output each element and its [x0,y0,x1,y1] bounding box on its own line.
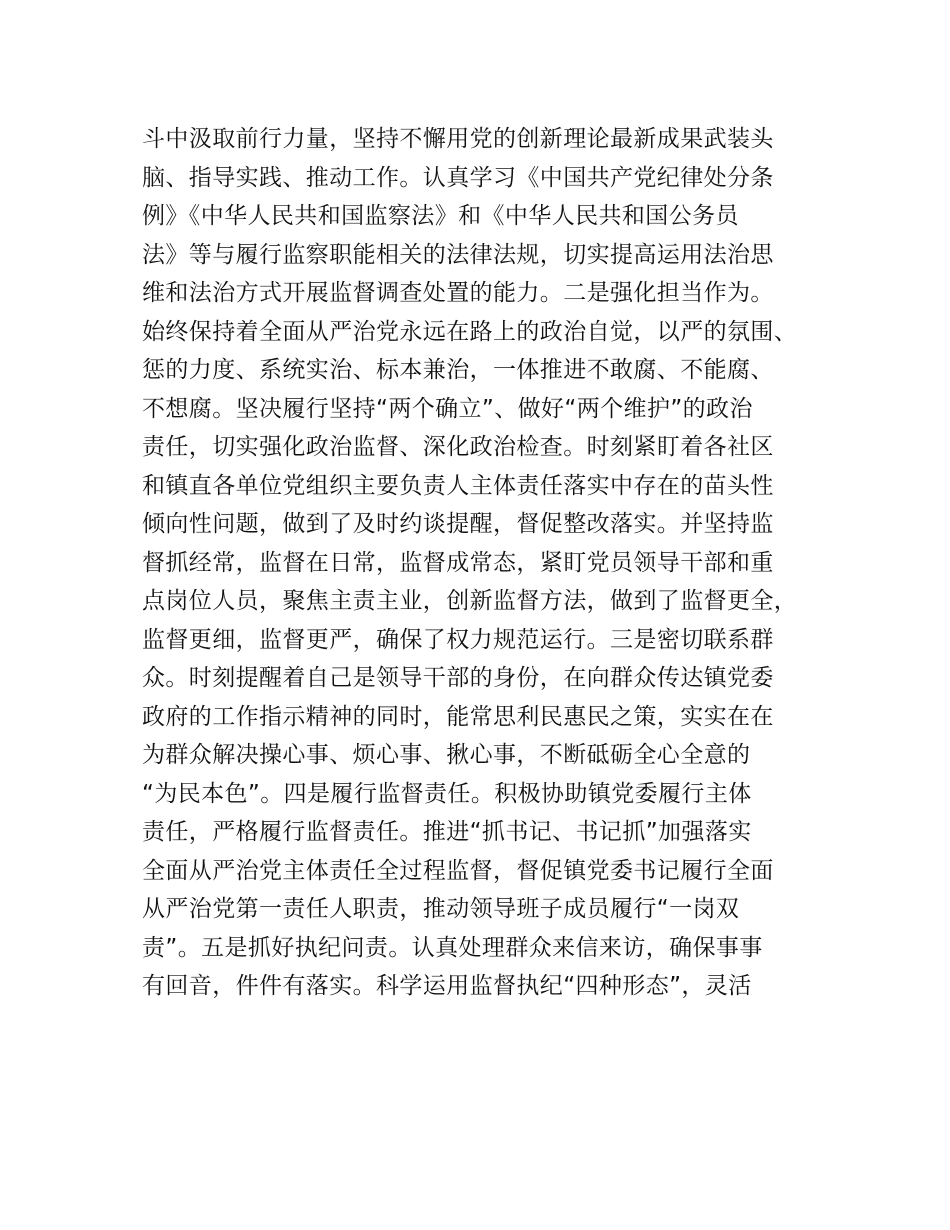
text-line: “为民本色”。四是履行监督责任。积极协助镇党委履行主体 [142,780,752,807]
text-line: 维和法治方式开展监督调查处置的能力。二是强化担当作为。 [142,280,774,306]
text-line: 斗中汲取前行力量，坚持不懈用党的创新理论最新成果武装头 [142,126,774,152]
text-line: 监督更细，监督更严，确保了权力规范运行。三是密切联系群 [142,626,774,653]
text-line: 脑、指导实践、推动工作。认真学习《中国共产党纪律处分条 [142,164,774,191]
text-line: 政府的工作指示精神的同时，能常思利民惠民之策，实实在在 [142,703,774,730]
text-line: 为群众解决操心事、烦心事、揪心事，不断砥砺全心全意的 [142,742,751,768]
text-line: 始终保持着全面从严治党永远在路上的政治自觉，以严的氛围、 [142,318,798,345]
text-line: 惩的力度、系统实治、标本兼治，一体推进不敢腐、不能腐、 [142,357,774,383]
text-line: 点岗位人员，聚焦主责主业，创新监督方法，做到了监督更全， [142,588,798,614]
text-line: 有回音，件件有落实。科学运用监督执纪“四种形态”，灵活 [142,973,752,999]
text-line: 法》等与履行监察职能相关的法律法规，切实提高运用法治思 [142,241,774,268]
text-line: 倾向性问题，做到了及时约谈提醒，督促整改落实。并坚持监 [142,511,774,537]
text-line: 众。时刻提醒着自己是领导干部的身份，在向群众传达镇党委 [142,665,774,691]
body-text [142,120,842,1006]
text-line: 和镇直各单位党组织主要负责人主体责任落实中存在的苗头性 [142,472,774,499]
text-line: 例》《中华人民共和国监察法》和《中华人民共和国公务员 [142,203,739,229]
text-line: 全面从严治党主体责任全过程监督，督促镇党委书记履行全面 [142,857,774,884]
text-line: 责任，切实强化政治监督、深化政治检查。时刻紧盯着各社区 [142,434,774,460]
text-line: 督抓经常，监督在日常，监督成常态，紧盯党员领导干部和重 [142,549,774,576]
text-line: 从严治党第一责任人职责，推动领导班子成员履行“一岗双 [142,896,740,922]
text-line: 不想腐。坚决履行坚持“两个确立”、做好“两个维护”的政治 [142,395,753,422]
text-line: 责任，严格履行监督责任。推进“抓书记、书记抓”加强落实 [142,819,752,845]
text-line: 责”。五是抓好执纪问责。认真处理群众来信来访，确保事事 [142,934,763,961]
